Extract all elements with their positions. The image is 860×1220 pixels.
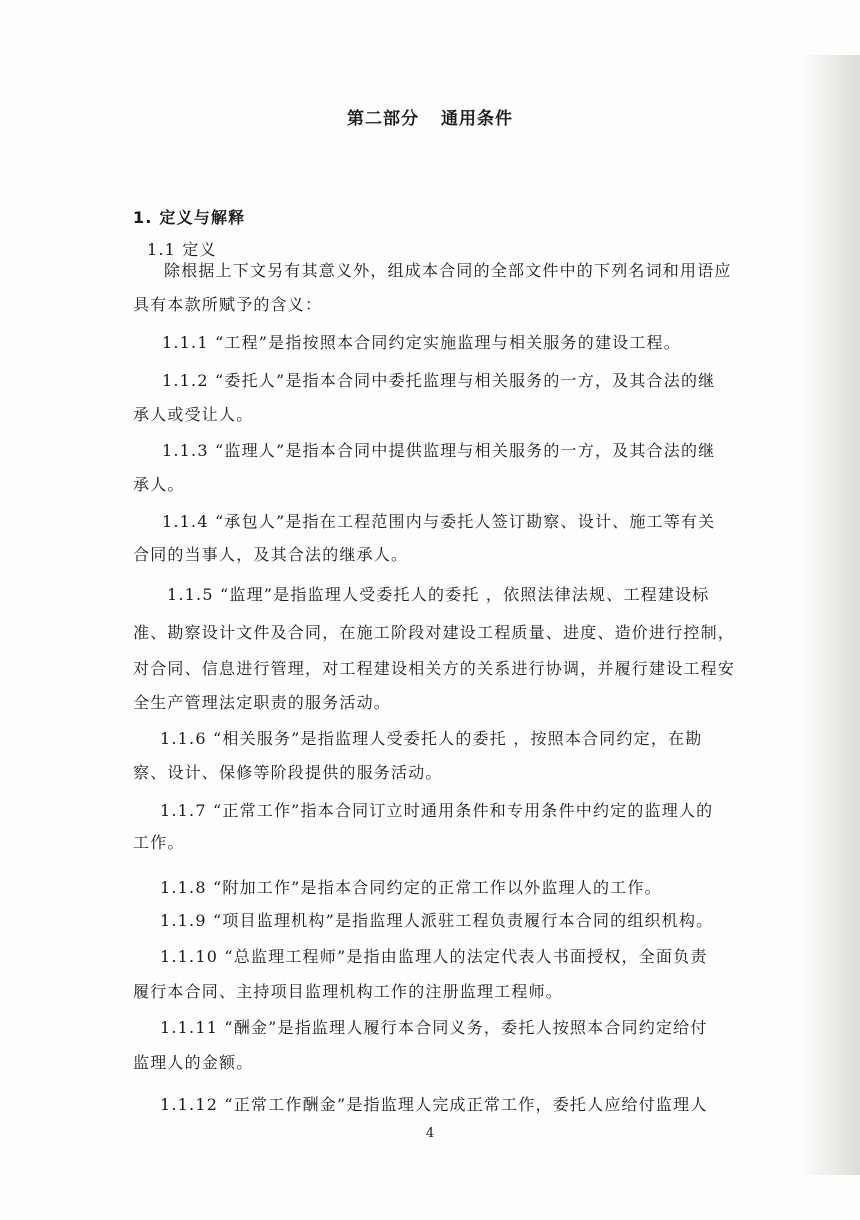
paragraph-line: 1.1.12 “正常工作酬金”是指监理人完成正常工作，委托人应给付监理人 <box>160 1095 708 1114</box>
paragraph-line: 承人。 <box>133 475 185 494</box>
paragraph-line: 1.1.9 “项目监理机构”是指监理人派驻工程负责履行本合同的组织机构。 <box>160 911 714 930</box>
section-heading: 1. 定义与解释 <box>133 208 246 227</box>
paragraph-line: 准、勘察设计文件及合同，在施工阶段对建设工程质量、进度、造价进行控制， <box>133 623 736 642</box>
paragraph-line: 1.1.7 “正常工作”指本合同订立时通用条件和专用条件中约定的监理人的 <box>160 801 714 820</box>
paragraph-line: 具有本款所赋予的含义： <box>133 295 323 314</box>
paragraph-line: 全生产管理法定职责的服务活动。 <box>133 693 392 712</box>
paragraph-line: 除根据上下文另有其意义外，组成本合同的全部文件中的下列名词和用语应 <box>164 261 732 280</box>
paragraph-line: 监理人的金额。 <box>133 1053 254 1072</box>
paragraph-line: 承人或受让人。 <box>133 405 254 424</box>
paragraph-line: 1.1.10 “总监理工程师”是指由监理人的法定代表人书面授权，全面负责 <box>160 947 708 966</box>
title-name: 通用条件 <box>441 109 513 129</box>
paragraph-line: 1.1.2 “委托人”是指本合同中委托监理与相关服务的一方，及其合法的继 <box>162 371 716 390</box>
paragraph-line: 合同的当事人，及其合法的继承人。 <box>133 545 409 564</box>
paragraph-line: 履行本合同、主持项目监理机构工作的注册监理工程师。 <box>133 982 564 1001</box>
paragraph-line: 察、设计、保修等阶段提供的服务活动。 <box>133 763 443 782</box>
paragraph-line: 1.1.1 “工程”是指按照本合同约定实施监理与相关服务的建设工程。 <box>162 333 681 352</box>
subsection-heading: 1.1 定义 <box>147 240 217 259</box>
paragraph-line: 1.1.3 “监理人”是指本合同中提供监理与相关服务的一方，及其合法的继 <box>162 441 716 460</box>
paragraph-line: 1.1.6 “相关服务”是指监理人受委托人的委托 ，按照本合同约定，在勘 <box>160 729 703 748</box>
paragraph-line: 工作。 <box>133 833 185 852</box>
title-part: 第二部分 <box>347 109 419 129</box>
scan-shadow-edge <box>800 55 860 1175</box>
paragraph-line: 1.1.11 “酬金”是指监理人履行本合同义务，委托人按照本合同约定给付 <box>160 1018 708 1037</box>
paragraph-line: 1.1.4 “承包人”是指在工程范围内与委托人签订勘察、设计、施工等有关 <box>162 512 716 531</box>
paragraph-line: 对合同、信息进行管理，对工程建设相关方的关系进行协调，并履行建设工程安 <box>133 659 736 678</box>
page-number: 4 <box>425 1126 435 1141</box>
paragraph-line: 1.1.8 “附加工作”是指本合同约定的正常工作以外监理人的工作。 <box>160 878 662 897</box>
page-title <box>0 104 860 129</box>
paragraph-line: 1.1.5 “监理”是指监理人受委托人的委托 ，依照法律法规、工程建设标 <box>167 585 710 604</box>
